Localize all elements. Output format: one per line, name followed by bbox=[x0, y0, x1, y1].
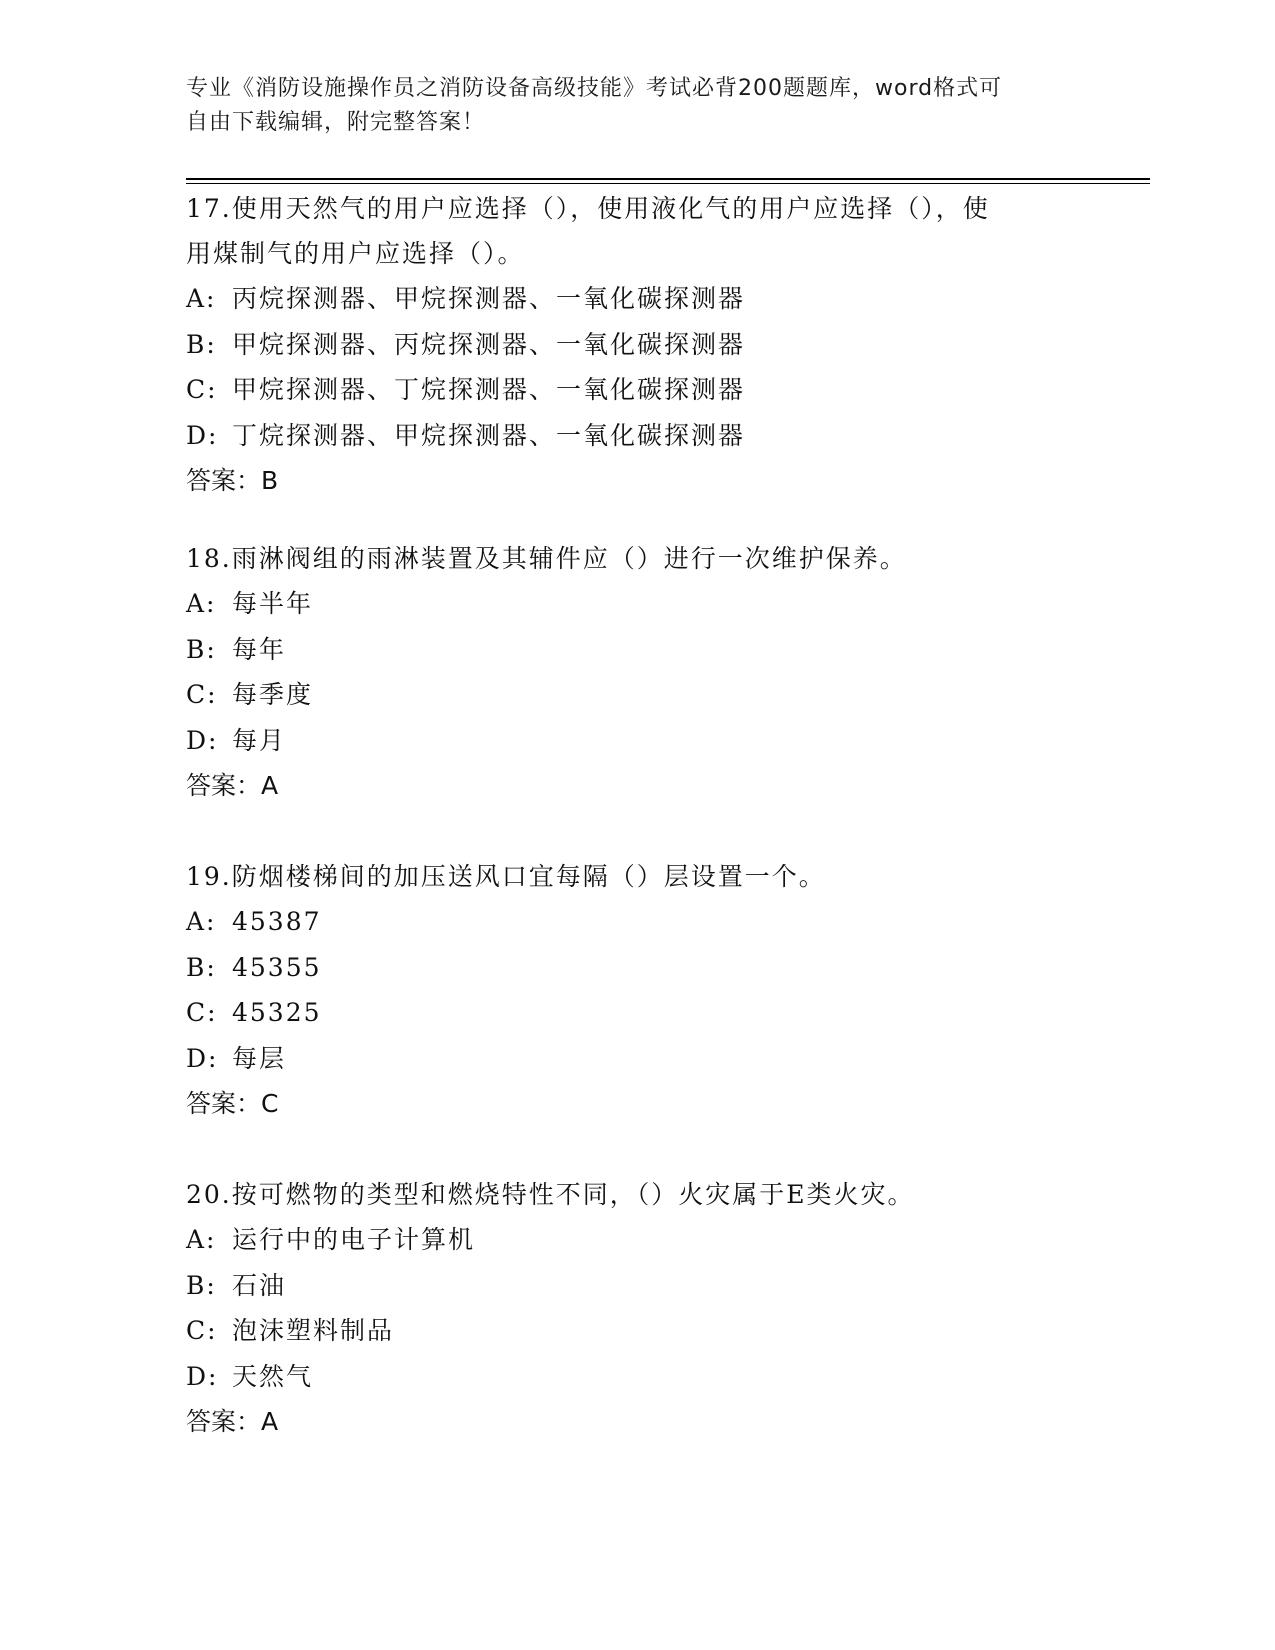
option-c bbox=[186, 367, 1086, 413]
option-key: B: bbox=[186, 1270, 217, 1300]
option-c bbox=[186, 990, 1086, 1036]
header-divider-thick bbox=[186, 178, 1150, 180]
option-key: D: bbox=[186, 1043, 219, 1073]
option-key: B: bbox=[186, 329, 217, 359]
option-text: 每季度 bbox=[232, 680, 314, 709]
question-stem bbox=[186, 854, 1086, 899]
option-text: 每年 bbox=[232, 634, 287, 664]
option-text: 每半年 bbox=[232, 589, 314, 618]
option-key: A: bbox=[186, 589, 217, 618]
option-key: D: bbox=[186, 1361, 219, 1391]
option-b bbox=[186, 322, 1086, 368]
option-a bbox=[186, 1217, 1086, 1263]
option-d bbox=[186, 413, 1086, 459]
option-key: B: bbox=[186, 952, 217, 982]
option-text: 45355 bbox=[232, 952, 322, 982]
header-line-2: 自由下载编辑，附完整答案！ bbox=[186, 110, 486, 135]
option-d bbox=[186, 1354, 1086, 1400]
option-b bbox=[186, 1263, 1086, 1309]
answer: 答案：A bbox=[186, 771, 279, 800]
option-b bbox=[186, 627, 1086, 673]
option-text: 甲烷探测器、丁烷探测器、一氧化碳探测器 bbox=[232, 375, 746, 404]
question-stem-line: 20.按可燃物的类型和燃烧特性不同，（）火灾属于E类火灾。 bbox=[186, 1180, 915, 1209]
question-stem bbox=[186, 186, 1086, 276]
question-19 bbox=[186, 854, 1086, 1126]
option-key: C: bbox=[186, 998, 218, 1027]
option-a bbox=[186, 276, 1086, 322]
question-stem-line: 用煤制气的用户应选择（）。 bbox=[186, 239, 525, 268]
option-text: 每层 bbox=[232, 1043, 287, 1073]
question-stem bbox=[186, 536, 1086, 581]
option-a bbox=[186, 581, 1086, 627]
answer: 答案：A bbox=[186, 1407, 279, 1436]
question-stem bbox=[186, 1172, 1086, 1217]
question-stem-line: 19.防烟楼梯间的加压送风口宜每隔（）层设置一个。 bbox=[186, 862, 826, 891]
option-c bbox=[186, 1308, 1086, 1354]
option-key: A: bbox=[186, 284, 217, 313]
option-d bbox=[186, 1036, 1086, 1082]
option-text: 45325 bbox=[232, 998, 322, 1027]
header-line-1: 专业《消防设施操作员之消防设备高级技能》考试必背200题题库，word格式可 bbox=[186, 76, 1003, 101]
option-key: A: bbox=[186, 1225, 217, 1254]
question-17 bbox=[186, 186, 1086, 503]
option-text: 石油 bbox=[232, 1270, 287, 1300]
option-text: 运行中的电子计算机 bbox=[232, 1225, 476, 1254]
question-20 bbox=[186, 1172, 1086, 1444]
question-stem-line: 18.雨淋阀组的雨淋装置及其辅件应（）进行一次维护保养。 bbox=[186, 544, 907, 573]
option-d bbox=[186, 718, 1086, 764]
question-18 bbox=[186, 536, 1086, 808]
header-divider-thin bbox=[186, 183, 1150, 184]
option-text: 45387 bbox=[232, 907, 322, 936]
option-c bbox=[186, 672, 1086, 718]
option-key: A: bbox=[186, 907, 217, 936]
option-text: 丁烷探测器、甲烷探测器、一氧化碳探测器 bbox=[232, 420, 746, 450]
option-text: 泡沫塑料制品 bbox=[232, 1316, 395, 1345]
option-text: 丙烷探测器、甲烷探测器、一氧化碳探测器 bbox=[232, 284, 746, 313]
document-header bbox=[186, 72, 1086, 140]
option-key: D: bbox=[186, 420, 219, 450]
option-a bbox=[186, 899, 1086, 945]
option-text: 天然气 bbox=[232, 1361, 314, 1391]
option-key: C: bbox=[186, 375, 218, 404]
option-key: C: bbox=[186, 1316, 218, 1345]
option-b bbox=[186, 945, 1086, 991]
option-key: C: bbox=[186, 680, 218, 709]
question-stem-line: 17.使用天然气的用户应选择（），使用液化气的用户应选择（），使 bbox=[186, 194, 990, 223]
answer: 答案：C bbox=[186, 1089, 279, 1118]
option-key: D: bbox=[186, 725, 219, 755]
option-key: B: bbox=[186, 634, 217, 664]
answer: 答案：B bbox=[186, 466, 279, 495]
option-text: 每月 bbox=[232, 725, 287, 755]
option-text: 甲烷探测器、丙烷探测器、一氧化碳探测器 bbox=[232, 329, 746, 359]
